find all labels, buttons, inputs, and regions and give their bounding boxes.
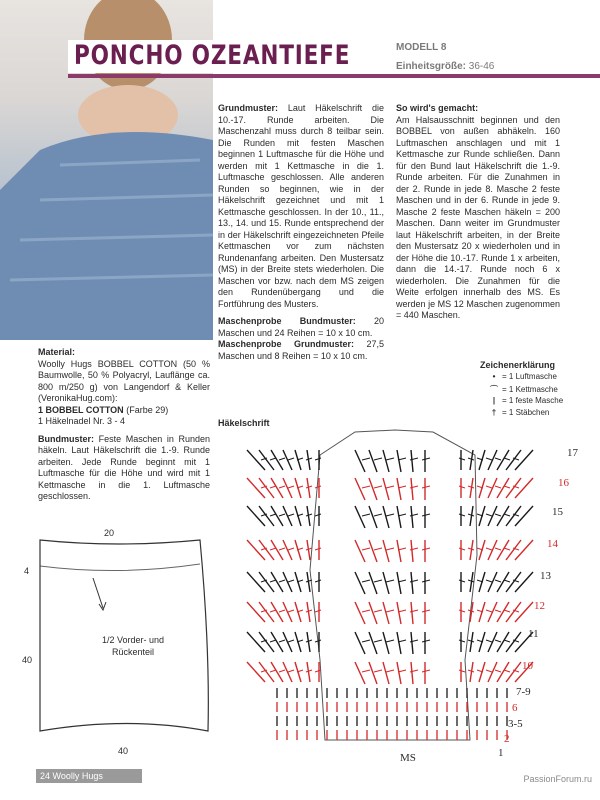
howto-heading: So wird's gemacht: [396, 103, 479, 113]
legend-item: | = 1 feste Masche [486, 396, 563, 405]
chart-stroke [355, 632, 365, 654]
chart-stroke [283, 602, 292, 622]
chart-stroke [369, 540, 377, 562]
chart-stroke [422, 458, 430, 460]
chart-stroke [386, 486, 394, 488]
chart-stroke [497, 602, 509, 622]
chart-stroke [486, 670, 492, 672]
chart-stroke [369, 572, 377, 594]
modell-label: MODELL 8 [396, 42, 447, 53]
chart-stroke [497, 632, 509, 652]
chart-stroke [355, 540, 365, 562]
chart-stroke [411, 662, 413, 684]
chart-stroke [355, 662, 365, 684]
page-title: PONCHO OZEANTIEFE [74, 40, 351, 71]
chart-stroke [270, 640, 276, 642]
probe2-heading: Maschenprobe Grundmuster: [218, 339, 354, 349]
chart-stroke [422, 548, 430, 550]
chart-stroke [271, 662, 283, 682]
chart-stroke [488, 506, 497, 526]
chart-stroke [486, 610, 492, 612]
chart-stroke [411, 572, 413, 594]
chart-stroke [374, 610, 382, 612]
chart-stroke [270, 610, 276, 612]
chart-stroke [488, 540, 497, 560]
chart-stroke [374, 514, 382, 516]
chart-stroke [279, 610, 285, 612]
chart-stroke [283, 662, 292, 682]
chart-stroke [504, 548, 510, 550]
chart-stroke [383, 478, 389, 500]
chart-stroke [495, 640, 501, 642]
chart-stroke [355, 450, 365, 472]
chart-stroke [411, 506, 413, 528]
chart-stroke [386, 580, 394, 582]
chart-stroke [422, 640, 430, 642]
chart-stroke [459, 580, 465, 582]
chart-stroke [288, 580, 294, 582]
chart-stroke [497, 450, 509, 470]
chart-stroke [497, 478, 509, 498]
chart-stroke [315, 486, 321, 488]
probe1-heading: Maschenprobe Bundmuster: [218, 316, 356, 326]
chart-stroke [288, 670, 294, 672]
chart-stroke [397, 450, 401, 472]
chart-stroke [497, 506, 509, 526]
chart-stroke [495, 514, 501, 516]
chart-stroke [459, 486, 465, 488]
chart-stroke [397, 662, 401, 684]
chart-stroke [411, 540, 413, 562]
chart-stroke [270, 486, 276, 488]
chart-stroke [504, 580, 510, 582]
chart-stroke [397, 540, 401, 562]
chart-stroke [369, 632, 377, 654]
schematic-left: 40 [22, 655, 33, 665]
chart-stroke [486, 514, 492, 516]
yarn-name: 1 BOBBEL COTTON [38, 404, 124, 415]
chart-stroke [362, 548, 370, 550]
schematic-inner: 1/2 Vorder- und Rückenteil [101, 635, 165, 657]
chart-stroke [315, 548, 321, 550]
chart-stroke [497, 662, 509, 682]
schematic-left-small: 4 [24, 566, 30, 576]
row-number: 7-9 [516, 686, 531, 698]
chart-stroke [279, 580, 285, 582]
chart-stroke [397, 506, 401, 528]
row-number: 10 [522, 660, 533, 672]
chart-stroke [486, 580, 492, 582]
chart-stroke [315, 580, 321, 582]
chart-stroke [495, 610, 501, 612]
chart-stroke [315, 514, 321, 516]
chart-stroke [459, 548, 465, 550]
yarn-color: (Farbe 29) [126, 404, 169, 415]
chart-stroke [283, 540, 292, 560]
material-text: Woolly Hugs BOBBEL COTTON (50 % Baumwolle, 50 % Polyacryl, Lauflänge ca. 800 m/250 g) von Langendorf & Keller (VeronikaHug.com): [38, 358, 210, 403]
bund-text: Feste Maschen in Runden häkeln. Laut Häkelschrift die 1.-9. Runde arbeiten. Jede Runde beginnt mit 1 Luftmasche für die Höhe und wird mit 1 Kettmasche in die 1. Luftmasche geschlossen. [38, 433, 210, 501]
chart-stroke [386, 610, 394, 612]
probe1-text: 20 Maschen und 24 Reihen = 10 x 10 cm. [218, 316, 384, 338]
chart-stroke [374, 580, 382, 582]
chart-stroke [288, 486, 294, 488]
chart-stroke [495, 580, 501, 582]
howto-text: Am Halsausschnitt beginnen und den BOBBEL von außen abhäkeln. 160 Luftmaschen anschlagen und mit 1 Kettmasche zur Runde schließen. Dann für den Bund laut Häkelschrift die 1.-9. Runde arbeiten. Für die Zunahmen in der 2. Runde in jede 8. Masche 2 feste Maschen und in der 6. Runde in jede 9. Masche 2 feste Maschen häkeln = 200 Maschen. Dann weiter im Grundmuster laut Häkelschrift arbeiten, in der Breite den Mustersatz 20 x wiederholen und in der Höhe die 10.-17. Runde 1 x arbeiten, dann die 14.-17. Runde noch 6 x wiederholen. Die Zunahmen für die Weite erfolgen innerhalb des MS. Es werden je MS 12 Maschen zugenommen = 440 Maschen. [396, 114, 560, 320]
chart-stroke [411, 632, 413, 654]
chart-stroke [362, 486, 370, 488]
chart-stroke [488, 632, 497, 652]
chart-stroke [315, 670, 321, 672]
chart-stroke [397, 602, 401, 624]
chart-stroke [355, 506, 365, 528]
double-crochet-icon: † [491, 408, 497, 417]
material-column [38, 347, 210, 509]
size-info [396, 61, 494, 72]
chart-stroke [362, 640, 370, 642]
chart-stroke [271, 540, 283, 560]
chart-stroke [355, 602, 365, 624]
chart-stroke [422, 580, 430, 582]
chart-stroke [362, 610, 370, 612]
chart-stroke [504, 640, 510, 642]
chart-stroke [383, 632, 389, 654]
bund-heading: Bundmuster: [38, 433, 94, 444]
chart-stroke [383, 662, 389, 684]
grund-heading: Grundmuster: [218, 103, 279, 113]
page-footer [36, 769, 142, 783]
chart-stroke [270, 458, 276, 460]
chart-stroke [270, 548, 276, 550]
chart-stroke [459, 670, 465, 672]
chart-stroke [279, 670, 285, 672]
chart-stroke [422, 670, 430, 672]
size-value: 36-46 [468, 61, 495, 72]
chart-stroke [397, 478, 401, 500]
chart-stroke [504, 514, 510, 516]
chart-stroke [504, 670, 510, 672]
chart-stroke [288, 458, 294, 460]
chart-stroke [397, 572, 401, 594]
chart-stroke [374, 670, 382, 672]
chart-stroke [486, 548, 492, 550]
chart-stroke [497, 540, 509, 560]
chart-stroke [283, 478, 292, 498]
chart-stroke [279, 548, 285, 550]
chart-stroke [270, 580, 276, 582]
chart-stroke [288, 514, 294, 516]
row-number: 12 [534, 600, 545, 612]
chart-stroke [271, 602, 283, 622]
chart-stroke [270, 514, 276, 516]
chart-stroke [288, 548, 294, 550]
chart-stroke [271, 572, 283, 592]
page-number: 24 [40, 771, 51, 781]
chart-stroke [369, 602, 377, 624]
chart-stroke [271, 506, 283, 526]
row-number: 16 [558, 477, 569, 489]
chart-stroke [495, 548, 501, 550]
title-rule [68, 74, 600, 78]
chart-stroke [374, 640, 382, 642]
probe2-text: 27,5 Maschen und 8 Reihen = 10 x 10 cm. [218, 339, 384, 361]
row-number: 11 [528, 628, 539, 640]
chart-stroke [279, 486, 285, 488]
chart-stroke [411, 602, 413, 624]
row-number: 17 [567, 447, 578, 459]
chart-stroke [383, 450, 389, 472]
chart-stroke [288, 640, 294, 642]
chart-stroke [386, 670, 394, 672]
chart-stroke [374, 548, 382, 550]
chart-stroke [386, 548, 394, 550]
chart-stroke [355, 478, 365, 500]
chart-stroke [383, 506, 389, 528]
chart-stroke [488, 450, 497, 470]
grundmuster-column [218, 103, 384, 368]
chart-stroke [397, 632, 401, 654]
chart-stroke [270, 670, 276, 672]
chart-stroke [488, 602, 497, 622]
material-heading: Material: [38, 347, 76, 357]
needle-size: 1 Häkelnadel Nr. 3 - 4 [38, 416, 126, 426]
howto-column [396, 103, 560, 328]
chart-label: Häkelschrift [218, 418, 270, 428]
chart-stroke [279, 514, 285, 516]
chart-stroke [283, 450, 292, 470]
chart-stroke [283, 572, 292, 592]
chart-stroke [362, 670, 370, 672]
schematic-top: 20 [104, 528, 115, 538]
legend-title: Zeichenerklärung [480, 360, 556, 370]
chart-stroke [488, 572, 497, 592]
chart-stroke [279, 640, 285, 642]
ms-label: MS [400, 752, 416, 764]
chart-stroke [459, 458, 465, 460]
chart-stroke [459, 514, 465, 516]
chart-stroke [504, 486, 510, 488]
row-number: 1 [498, 747, 504, 759]
chart-stroke [459, 610, 465, 612]
chart-stroke [422, 486, 430, 488]
chart-stroke [283, 506, 292, 526]
crochet-chart [215, 420, 585, 760]
chart-stroke [288, 610, 294, 612]
chart-stroke [283, 632, 292, 652]
chart-stroke [422, 610, 430, 612]
chart-stroke [374, 458, 382, 460]
legend-item: ⌒ = 1 Kettmasche [486, 384, 558, 395]
row-number: 15 [552, 506, 563, 518]
chart-stroke [383, 540, 389, 562]
chart-stroke [362, 580, 370, 582]
chart-stroke [355, 572, 365, 594]
chart-stroke [386, 640, 394, 642]
chart-stroke [459, 640, 465, 642]
single-crochet-icon: | [492, 396, 496, 405]
chart-stroke [504, 458, 510, 460]
chart-stroke [362, 458, 370, 460]
chart-stroke [279, 458, 285, 460]
row-number: 3-5 [508, 718, 523, 730]
chart-stroke [495, 458, 501, 460]
chart-stroke [504, 610, 510, 612]
chart-stroke [386, 458, 394, 460]
chart-stroke [271, 450, 283, 470]
chart-stroke [383, 572, 389, 594]
chart-stroke [369, 450, 377, 472]
chart-stroke [369, 478, 377, 500]
slip-stitch-icon: ⌒ [490, 385, 498, 394]
chart-stroke [411, 478, 413, 500]
row-number: 13 [540, 570, 551, 582]
chart-stroke [383, 602, 389, 624]
chart-stroke [486, 486, 492, 488]
chart-stroke [422, 514, 430, 516]
brand: Woolly Hugs [52, 771, 103, 781]
chart-stroke [369, 662, 377, 684]
chart-stroke [486, 640, 492, 642]
chart-stroke [488, 478, 497, 498]
chart-stroke [411, 450, 413, 472]
chart-stroke [386, 514, 394, 516]
chart-stroke [495, 486, 501, 488]
chain-stitch-icon: • [492, 372, 496, 381]
row-number: 6 [512, 702, 518, 714]
chart-stroke [369, 506, 377, 528]
chart-stroke [315, 610, 321, 612]
chart-stroke [486, 458, 492, 460]
chart-stroke [488, 662, 497, 682]
chart-stroke [362, 514, 370, 516]
schematic-bottom: 40 [118, 746, 129, 756]
watermark: PassionForum.ru [523, 774, 592, 784]
chart-stroke [495, 670, 501, 672]
chart-stroke [497, 572, 509, 592]
chart-stroke [271, 632, 283, 652]
size-label: Einheitsgröße: [396, 61, 467, 72]
legend-item: • = 1 Luftmasche [486, 372, 557, 381]
row-number: 14 [547, 538, 558, 550]
legend-item: † = 1 Stäbchen [486, 408, 549, 417]
grund-text: Laut Häkelschrift die 10.-17. Runde arbeiten. Die Maschenzahl muss durch 8 teilbar sein. Die Runden mit festen Maschen beginnen 1 Luftmasche für die Höhe und werden mit 1 Kettmasche in die 1. Luftmasche geschlossen. Alle anderen Runden so beginnen, wie in der Häkelschrift gezeichnet und mit 1 Kettmasche geschlossen. In der 10., 11., 13., 14. und 15. Runde entsprechend der in der Häkelschrift eingezeichneten Pfeile Kettmaschen vor zum nächsten Rundenanfang arbeiten. Den Mustersatz (MS) in der Breite stets wiederholen. Die Maschen vor bzw. nach dem MS zeigen den Rundenübergang und die Fortführung des Musters. [218, 103, 384, 309]
chart-stroke [374, 486, 382, 488]
row-number: 2 [504, 733, 510, 745]
chart-stroke [271, 478, 283, 498]
